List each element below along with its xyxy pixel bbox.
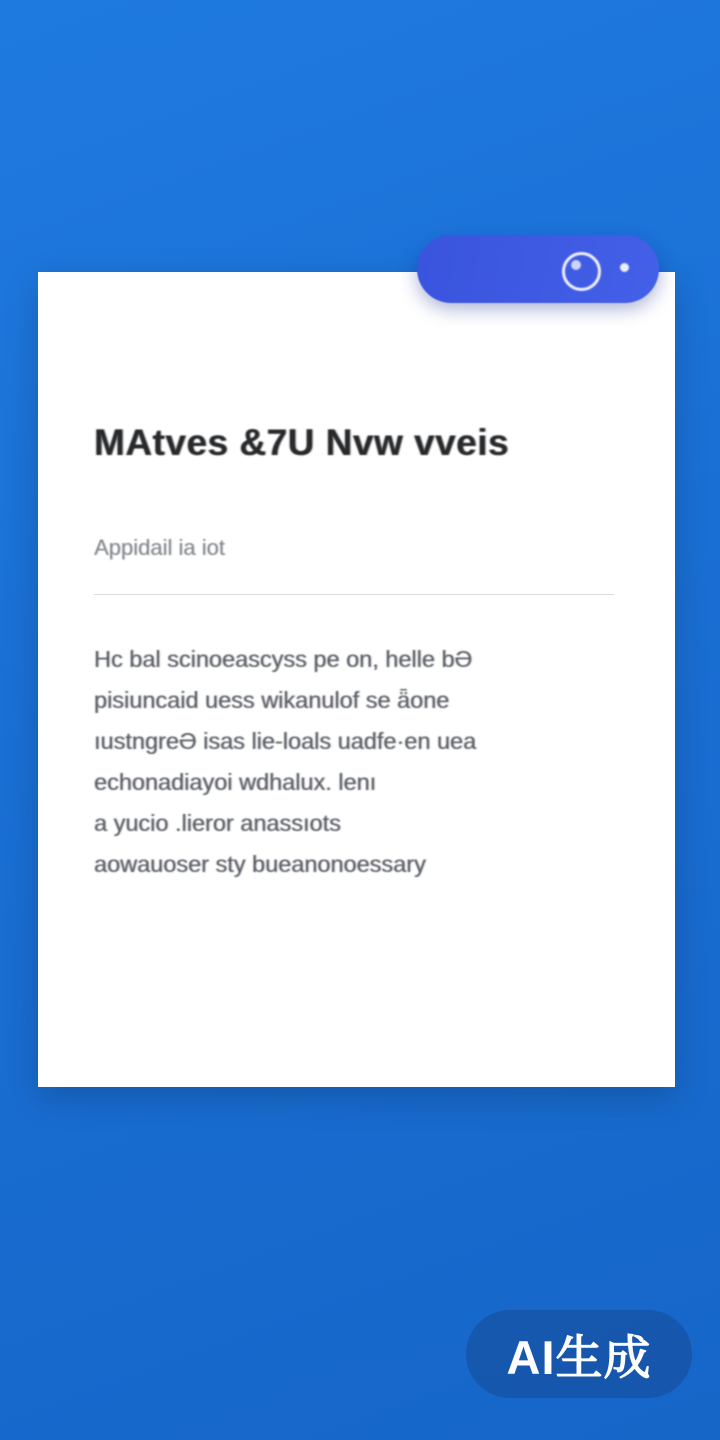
body-line: echonadiayoi wdhalux. lenı: [94, 768, 377, 795]
body-line: pisiuncaid uess wikanulof se ǟone: [94, 686, 450, 713]
assistant-pill-widget[interactable]: [417, 235, 659, 303]
ai-watermark-label: AI生成: [506, 1330, 652, 1384]
divider: [94, 594, 614, 595]
document-body: [94, 639, 619, 885]
document-card: [38, 272, 675, 1087]
document-subtitle: Appidail ia iot: [94, 534, 225, 560]
body-line: a yucio .lieror anassıots: [94, 809, 341, 836]
page-title: MAtves &7U Nvw vveis: [94, 422, 510, 463]
body-line: Hc bal scinoeascyss pe on, helle bƏ: [94, 645, 473, 672]
circle-record-icon[interactable]: [562, 252, 601, 291]
document-content: [94, 422, 619, 885]
body-line: aowauoser sty bueanonoessary: [94, 850, 426, 877]
body-line: ıustngreƏ isas lie-loals uadfe·en uea: [94, 727, 477, 754]
status-dot-icon: [620, 263, 629, 272]
ai-watermark-badge: [466, 1310, 692, 1398]
